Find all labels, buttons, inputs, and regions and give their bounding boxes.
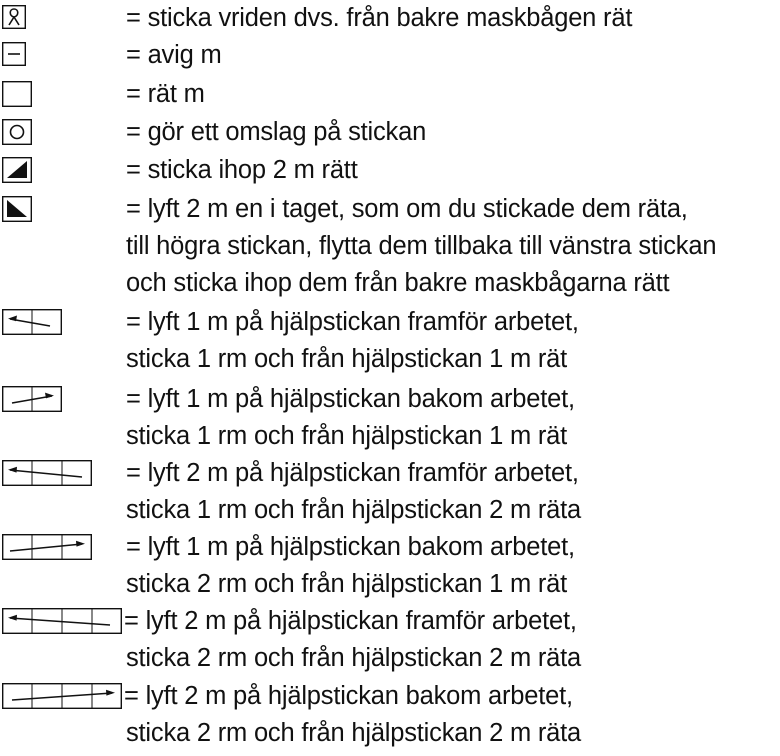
legend-text-line: sticka 1 rm och från hjälpstickan 2 m räta: [126, 496, 582, 524]
legend-text-line: = avig m: [126, 41, 222, 69]
legend-text-line: = gör ett omslag på stickan: [126, 118, 427, 146]
legend-text-line: sticka 2 rm och från hjälpstickan 2 m räta: [126, 719, 582, 747]
legend-text-line: = lyft 2 m på hjälpstickan framför arbetet,: [124, 607, 577, 635]
cable-2-back-2-icon: [2, 683, 122, 709]
legend-text-line: sticka 2 rm och från hjälpstickan 1 m rät: [126, 570, 568, 598]
legend-text-line: till högra stickan, flytta dem tillbaka till vänstra stickan: [126, 232, 717, 260]
legend-text-line: = lyft 2 m en i taget, som om du stickade dem räta,: [126, 195, 688, 223]
knit-icon: [2, 81, 32, 107]
cable-1-back-2-icon: [2, 534, 92, 560]
ssk-icon: [2, 196, 32, 222]
legend-text-line: = lyft 2 m på hjälpstickan framför arbetet,: [126, 459, 579, 487]
twisted-knit-icon: [2, 5, 26, 29]
yarn-over-icon: [2, 119, 32, 145]
legend-text-line: sticka 1 rm och från hjälpstickan 1 m rät: [126, 345, 568, 373]
k2tog-icon: [2, 157, 32, 183]
cable-1-front-1-icon: [2, 309, 62, 335]
legend-text-line: sticka 2 rm och från hjälpstickan 2 m räta: [126, 644, 582, 672]
legend-text-line: sticka 1 rm och från hjälpstickan 1 m rät: [126, 422, 568, 450]
legend-text-line: = lyft 2 m på hjälpstickan bakom arbetet,: [124, 682, 573, 710]
legend-text-line: = lyft 1 m på hjälpstickan framför arbetet,: [126, 308, 579, 336]
legend-text-line: och sticka ihop dem från bakre maskbågarna rätt: [126, 269, 670, 297]
legend-text-line: = lyft 1 m på hjälpstickan bakom arbetet,: [126, 533, 575, 561]
cable-1-back-1-icon: [2, 386, 62, 412]
legend-text-line: = lyft 1 m på hjälpstickan bakom arbetet,: [126, 385, 575, 413]
cable-2-front-2-icon: [2, 608, 122, 634]
legend-text-line: = sticka ihop 2 m rätt: [126, 156, 358, 184]
purl-icon: [2, 42, 26, 66]
legend-text-line: = sticka vriden dvs. från bakre maskbågen rät: [126, 4, 633, 32]
legend-text-line: = rät m: [126, 80, 205, 108]
cable-2-front-1-icon: [2, 460, 92, 486]
